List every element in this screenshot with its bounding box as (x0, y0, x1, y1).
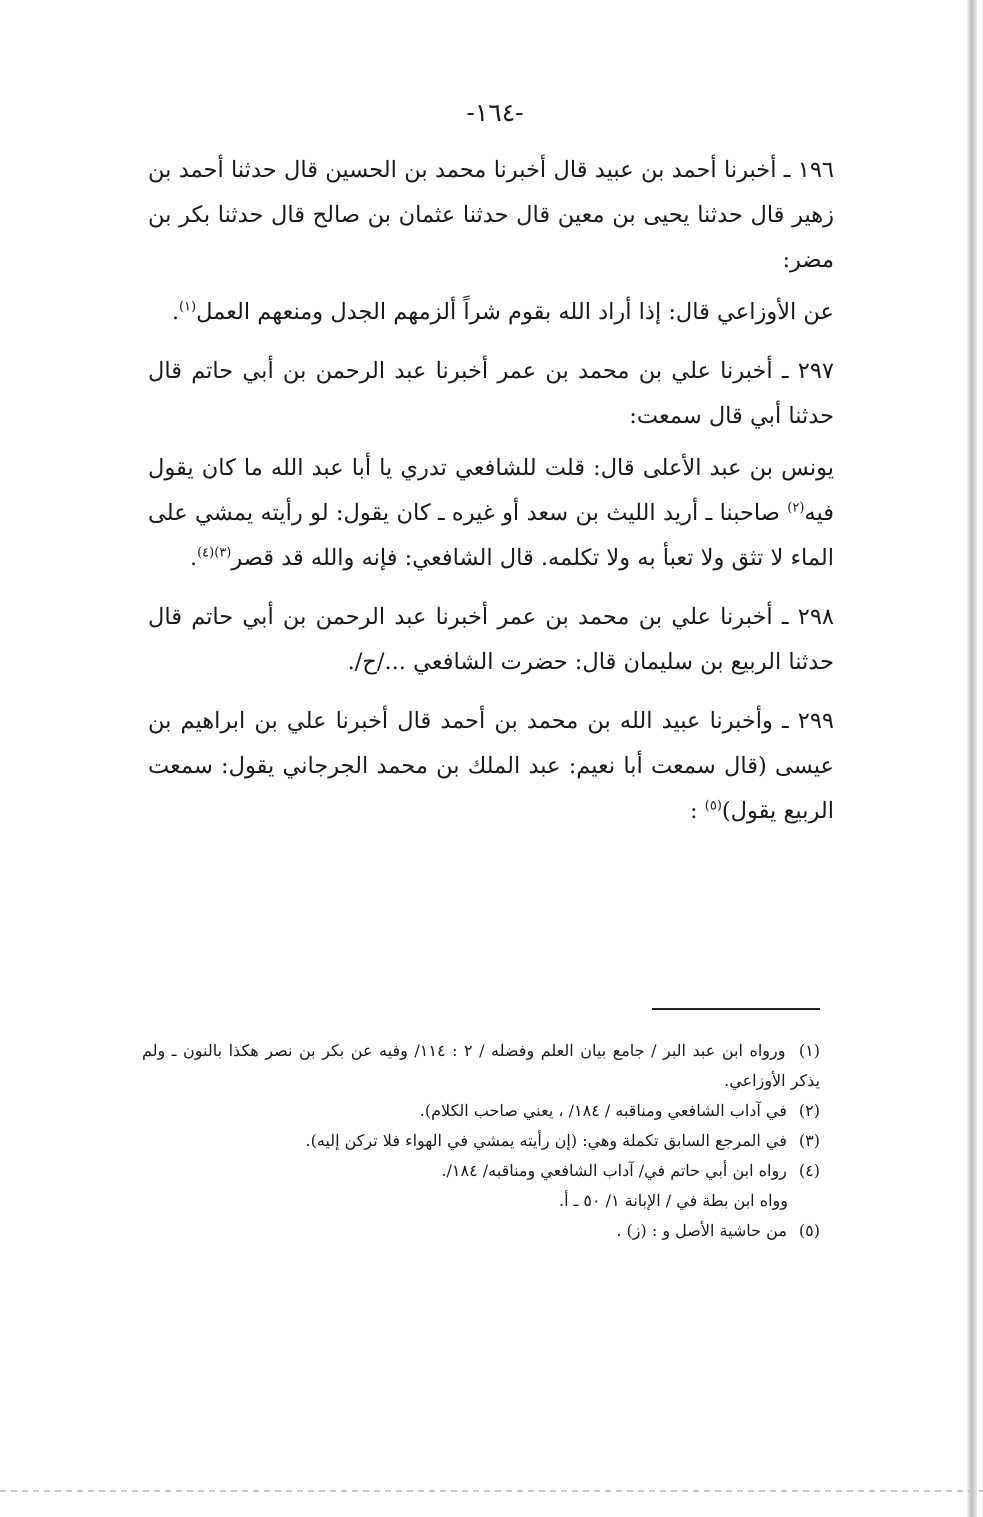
footnote-ref-3-4[interactable]: (٣)(٤) (197, 545, 232, 561)
footnote-4 (142, 1156, 820, 1186)
footnotes (142, 1036, 820, 1246)
entry-297-matn-part1: يونس بن عبد الأعلى قال: قلت للشافعي تدري يا أبا عبد الله ما كان يقول فيه (148, 455, 834, 526)
entry-196-matn-end: . (171, 299, 179, 325)
entry-298-isnad: ٢٩٨ ـ أخبرنا علي بن محمد بن عمر أخبرنا عبد الرحمن بن أبي حاتم قال حدثنا الربيع بن سليمان قال: حضرت الشافعي .../ح/. (148, 604, 834, 675)
footnote-text: رواه ابن أبي حاتم في/ آداب الشافعي ومناقبه/ ١٨٤/. (441, 1161, 787, 1180)
footnote-1 (142, 1036, 820, 1096)
footnote-label: (٢) (798, 1101, 820, 1120)
entry-196-isnad: ١٩٦ ـ أخبرنا أحمد بن عبيد قال أخبرنا محمد بن الحسين قال حدثنا أحمد بن زهير قال حدثنا يحيى بن معين قال حدثنا عثمان بن صالح قال حدثنا بكر بن مضر: (148, 157, 834, 273)
footnote-5 (142, 1216, 820, 1246)
footnote-2 (142, 1096, 820, 1126)
footnote-label: (٤) (798, 1161, 820, 1180)
entry-297-matn-part2: صاحبنا ـ أريد الليث بن سعد أو غيره ـ كان يقول: لو رأيته يمشي على الماء لا تثق ولا تعبأ به ولا تكلمه. قال الشافعي: فإنه والله قد قصر (148, 500, 834, 571)
footnote-text: في المرجع السابق تكملة وهي: (إن رأيته يمشي في الهواء فلا تركن إليه). (305, 1131, 787, 1150)
entry-297-matn-end: . (189, 545, 198, 571)
footnote-4-continuation (142, 1186, 820, 1216)
footnote-label: (٣) (798, 1131, 820, 1150)
entry-299-isnad-end: : (690, 798, 705, 824)
footnote-ref-1[interactable]: (١) (178, 299, 197, 315)
page-number: -١٦٤- (466, 98, 524, 127)
entry-299-isnad (148, 699, 834, 834)
page-scan-edge (967, 0, 977, 1517)
footnote-label: (٥) (798, 1221, 820, 1240)
footnote-ref-2[interactable]: (٢) (787, 500, 805, 516)
page-scan-bottom-edge (0, 1490, 983, 1492)
footnote-label: (١) (798, 1041, 821, 1060)
footnote-text: من حاشية الأصل و : (ز) . (616, 1221, 787, 1240)
entry-297-matn (148, 446, 834, 581)
footnote-text: وواه ابن بطة في / الإبانة ١/ ٥٠ ـ أ. (559, 1191, 788, 1210)
footnote-text: ورواه ابن عبد البر / جامع بيان العلم وفضله / ٢ : ١١٤/ وفيه عن بكر بن نصر هكذا بالنون ـ ولم يذكر الأوزاعي. (142, 1041, 820, 1090)
footnote-separator (652, 1008, 820, 1010)
entry-297-isnad: ٢٩٧ ـ أخبرنا علي بن محمد بن عمر أخبرنا عبد الرحمن بن أبي حاتم قال حدثنا أبي قال سمعت: (148, 358, 834, 429)
entry-196-matn (148, 290, 834, 335)
main-text (148, 148, 834, 841)
entry-299-isnad-text: ٢٩٩ ـ وأخبرنا عبيد الله بن محمد بن أحمد قال أخبرنا علي بن ابراهيم بن عيسى (قال سمعت أبا نعيم: عبد الملك بن محمد الجرجاني يقول: سمعت الربيع يقول) (148, 708, 834, 824)
footnote-text: في آداب الشافعي ومناقبه / ١٨٤/ ، يعني صاحب الكلام). (419, 1101, 787, 1120)
footnote-3 (142, 1126, 820, 1156)
footnote-ref-5[interactable]: (٥) (704, 798, 722, 814)
entry-196-matn-text: عن الأوزاعي قال: إذا أراد الله بقوم شراً ألزمهم الجدل ومنعهم العمل (196, 299, 834, 325)
